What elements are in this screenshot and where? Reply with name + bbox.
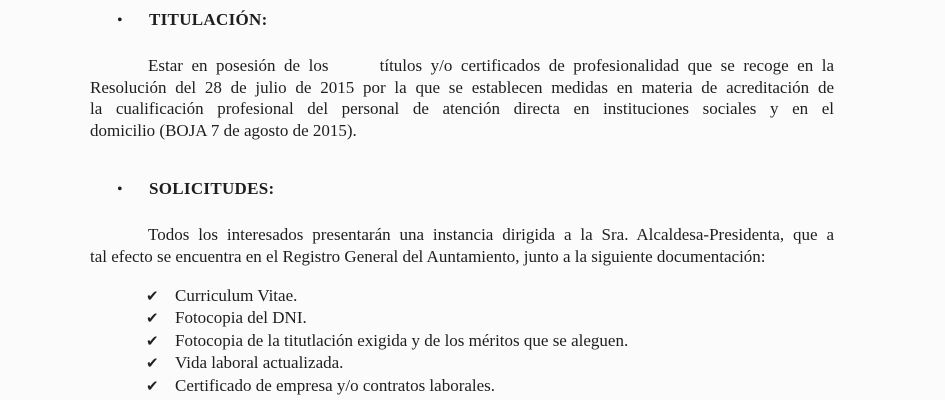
checklist-item xyxy=(146,307,628,329)
bullet-icon: • xyxy=(117,12,123,29)
checklist-item xyxy=(146,352,628,374)
paragraph-line: domicilio (BOJA 7 de agosto de 2015). xyxy=(90,120,357,140)
checkmark-icon: ✔ xyxy=(146,354,159,373)
documentation-checklist xyxy=(146,285,628,397)
checklist-item xyxy=(146,285,628,307)
paragraph-line: la cualificación profesional del personal de atención directa en instituciones sociales y en el xyxy=(90,99,834,118)
checklist-item-label: Curriculum Vitae. xyxy=(175,286,298,305)
checklist-item-label: Vida laboral actualizada. xyxy=(175,353,344,373)
checkmark-icon: ✔ xyxy=(146,331,159,350)
checklist-item-label: Certificado de empresa y/o contratos laborales. xyxy=(175,375,496,395)
paragraph-line: Todos los interesados presentarán una instancia dirigida a la Sra. Alcaldesa-Presidenta, que a xyxy=(148,225,834,244)
paragraph-line: Resolución del 28 de julio de 2015 por la que se establecen medidas en materia de acreditación de xyxy=(90,77,834,97)
solicitudes-paragraph xyxy=(90,224,834,267)
checkmark-icon: ✔ xyxy=(146,287,159,305)
checklist-item-label: Fotocopia del DNI. xyxy=(175,308,307,328)
titulacion-paragraph xyxy=(90,55,834,141)
paragraph-line: tal efecto se encuentra en el Registro General del Auntamiento, junto a la siguiente documentación: xyxy=(90,246,766,266)
section-heading-titulacion xyxy=(117,10,268,31)
checklist-item xyxy=(146,375,628,397)
paragraph-line: Estar en posesión de los títulos y/o certificados de profesionalidad que se recoge en la xyxy=(148,56,834,75)
checkmark-icon: ✔ xyxy=(146,309,159,328)
section-title: SOLICITUDES: xyxy=(149,179,275,198)
section-title: TITULACIÓN: xyxy=(149,10,268,29)
bullet-icon: • xyxy=(117,181,123,198)
section-heading-solicitudes xyxy=(117,179,274,200)
checklist-item xyxy=(146,330,628,352)
checklist-item-label: Fotocopia de la titutlación exigida y de los méritos que se aleguen. xyxy=(175,330,629,350)
checkmark-icon: ✔ xyxy=(146,376,159,395)
